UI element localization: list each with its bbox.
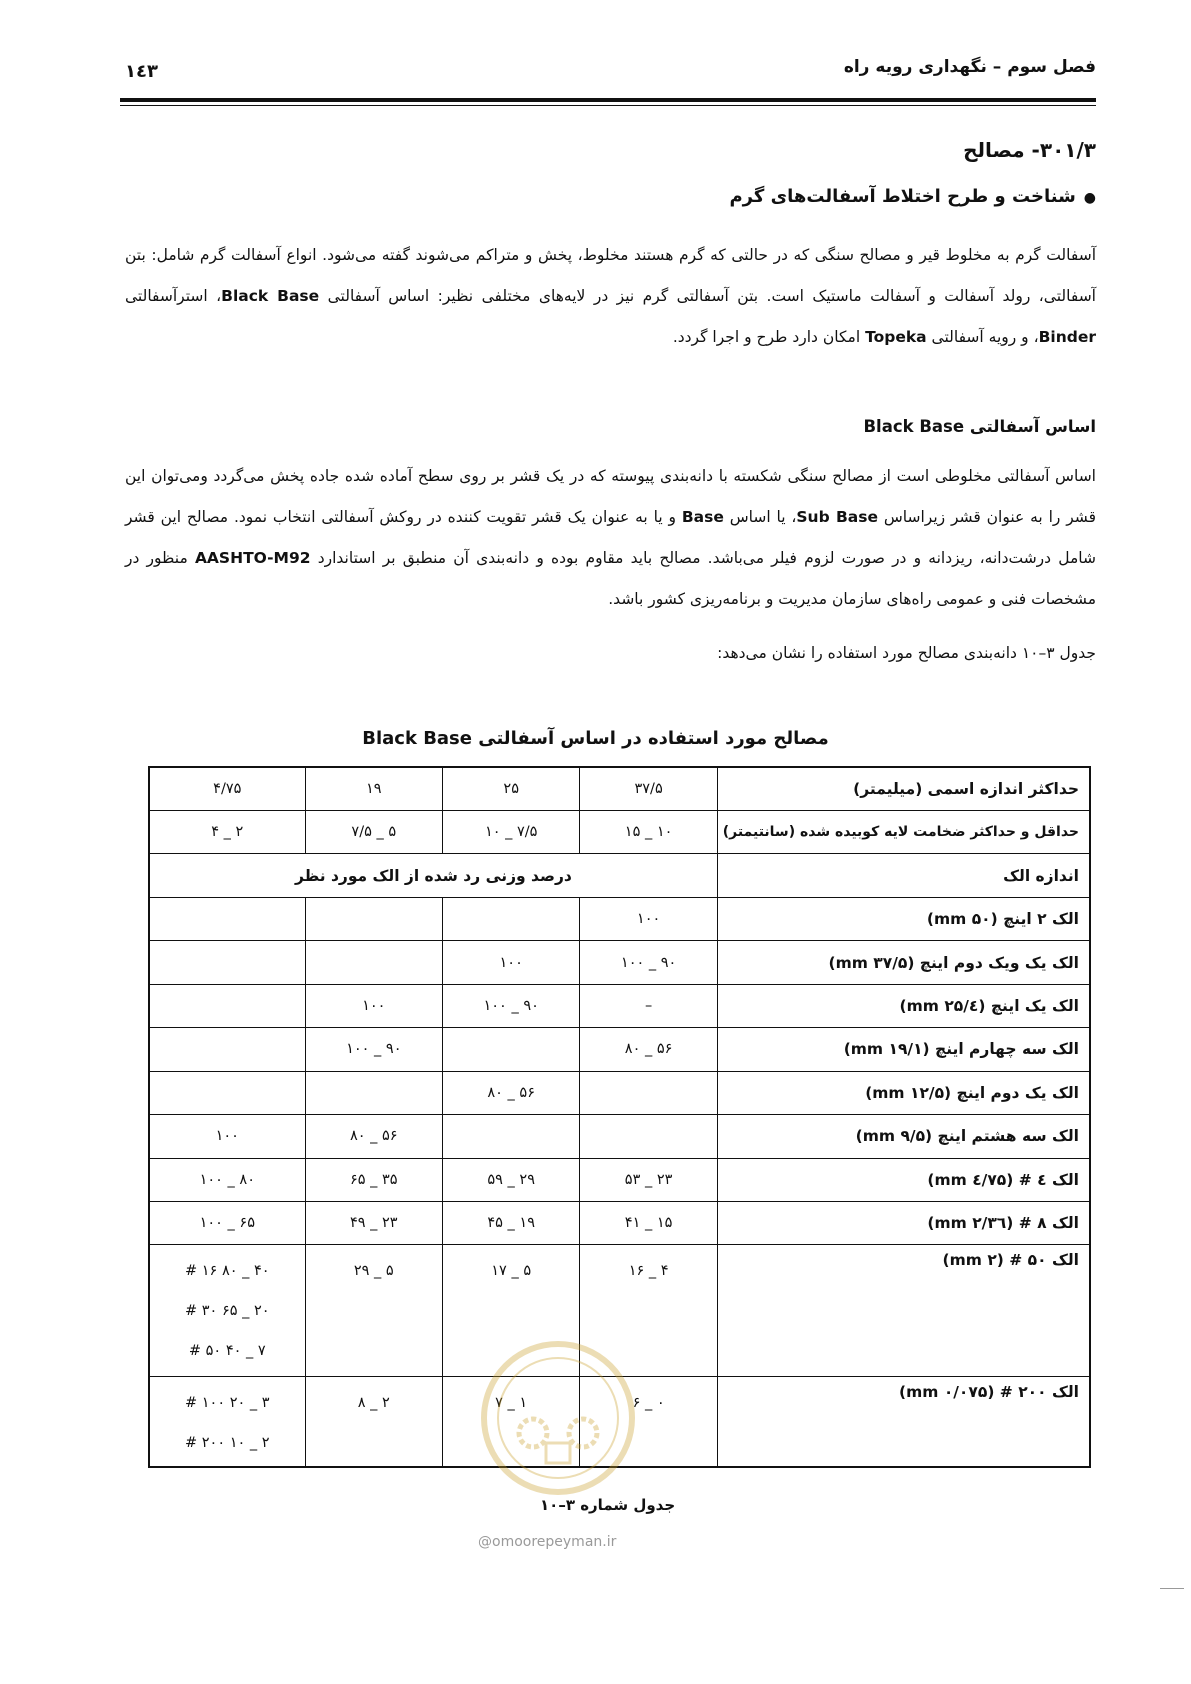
table-cell: ۴/۷۵ bbox=[149, 767, 305, 810]
row-label: حداقل و حداکثر ضخامت لایه کوبیده شده (سانتیمتر) bbox=[717, 810, 1090, 853]
paragraph-black-base: اساس آسفالتی مخلوطی است از مصالح سنگی شکسته با دانه‌بندی پیوسته که در یک قشر بر روی سطح آماده شده جاده پخش می‌گردد و‌می‌توان این قشر را به عنوان قشر زیراساس Sub Base، یا اساس Base و یا به عنوان یک قشر تقویت کننده در روکش آسفالتی انتخاب نمود. مصالح این قشر شامل درشت‌دانه، ریزدانه و در صورت لزوم فیلر می‌باشد. مصالح باید مقاوم بوده و دانه‌بندی آن منطبق بر استاندارد AASHTO-M92 منظور در مشخصات فنی و عمومی راه‌های سازمان مدیریت و برنامه‌ریزی کشور باشد. bbox=[125, 467, 1096, 608]
table-row-sieve-header bbox=[149, 854, 1090, 897]
cell-value: ۲۰ _ ۶۵ ۳۰ # bbox=[184, 1303, 270, 1320]
cell-value: ۱۹ _ ۴۵ bbox=[487, 1215, 535, 1232]
table-cell bbox=[442, 941, 579, 984]
section-heading: ۳۰۱/۳- مصالح bbox=[963, 138, 1096, 162]
cell-value: ۵۶ _ ۸۰ bbox=[624, 1041, 673, 1058]
bullet-heading bbox=[729, 186, 1096, 207]
table-cell bbox=[149, 897, 305, 940]
cell-value: ۲ _ ۱۰ ۲۰۰ # bbox=[184, 1434, 270, 1451]
cell-value: – bbox=[644, 997, 653, 1014]
cell-value: ۵ _ ۱۷ bbox=[491, 1263, 532, 1280]
margin-mark bbox=[1160, 1588, 1184, 1589]
paragraph-hot-asphalt: آسفالت گرم به مخلوط قیر و مصالح سنگی که در حالتی که گرم هستند مخلوط، پخش و متراکم می‌شوند گفته می‌شود. انواع آسفالت گرم شامل: بتن آسفالتی، رولد آسفالت و آسفالت ماستیک است. بتن آسفالتی گرم نیز در لایه‌های مختلفی نظیر: اساس آسفالتی Black Base، استرآسفالتی Binder، و رویه آسفالتی Topeka امکان دارد طرح و اجرا گردد. bbox=[125, 246, 1096, 346]
cell-value: ۹۰ _ ۱۰۰ bbox=[620, 954, 677, 971]
cell-value: ۲۹ _ ۵۹ bbox=[487, 1171, 535, 1188]
cell-value: ۴ _ ۱۶ bbox=[628, 1263, 669, 1280]
table-cell: ۵ _ ۷/۵ bbox=[305, 810, 442, 853]
table-cell bbox=[580, 984, 717, 1027]
table-cell bbox=[305, 1071, 442, 1114]
table-cell bbox=[149, 1245, 305, 1376]
table-row-thickness bbox=[149, 810, 1090, 853]
cell-value: ۹۰ _ ۱۰۰ bbox=[483, 997, 539, 1014]
table-cell bbox=[580, 897, 717, 940]
table-row-max-size bbox=[149, 767, 1090, 810]
table-cell bbox=[305, 1028, 442, 1071]
table-cell bbox=[580, 1158, 717, 1201]
cell-value: ۱۵ _ ۴۱ bbox=[624, 1215, 673, 1232]
table-cell bbox=[580, 1028, 717, 1071]
row-label: الک یک دوم اینچ (۱۲/۵ mm) bbox=[717, 1071, 1090, 1114]
table-cell bbox=[305, 1115, 442, 1158]
row-label: الک یک ویک دوم اینچ (۳۷/۵ mm) bbox=[717, 941, 1090, 984]
table-cell bbox=[305, 1202, 442, 1245]
cell-value: ۱۰۰ bbox=[215, 1128, 239, 1145]
table-row bbox=[149, 1202, 1090, 1245]
row-label: الک ۵۰ # (۲ mm) bbox=[717, 1245, 1090, 1376]
table-cell: ۳۷/۵ bbox=[580, 767, 717, 810]
table-cell bbox=[442, 1158, 579, 1201]
table-cell bbox=[305, 897, 442, 940]
header-rule-thin bbox=[120, 105, 1096, 106]
cell-value: ۵ _ ۲۹ bbox=[353, 1263, 394, 1280]
watermark-url: @omoorepeyman.ir bbox=[478, 1534, 617, 1550]
cell-value: ۶۵ _ ۱۰۰ bbox=[199, 1215, 255, 1232]
table-cell bbox=[149, 1115, 305, 1158]
table-cell bbox=[442, 897, 579, 940]
cell-value: ۳۵ _ ۶۵ bbox=[349, 1171, 398, 1188]
row-label: الک سه هشتم اینچ (۹/۵ mm) bbox=[717, 1115, 1090, 1158]
row-label: الک ۸ # (۲/۳٦ mm) bbox=[717, 1202, 1090, 1245]
running-header-title: فصل سوم – نگهداری رویه راه bbox=[843, 57, 1096, 77]
watermark-seal-icon bbox=[478, 1338, 638, 1498]
table-cell bbox=[149, 1376, 305, 1467]
cell-value: ۱۰۰ bbox=[499, 954, 523, 971]
table-row bbox=[149, 1071, 1090, 1114]
table-cell bbox=[305, 1158, 442, 1201]
row-label: الک سه چهارم اینچ (۱۹/۱ mm) bbox=[717, 1028, 1090, 1071]
table-footnote: جدول شماره ۳–۱۰ bbox=[540, 1496, 676, 1514]
cell-value: ۱۰۰ bbox=[636, 911, 661, 928]
row-label: الک ٤ # (٤/۷۵ mm) bbox=[717, 1158, 1090, 1201]
cell-value: ۵۶ _ ۸۰ bbox=[487, 1084, 535, 1101]
table-cell bbox=[580, 1202, 717, 1245]
table-row bbox=[149, 941, 1090, 984]
cell-value: ۳ _ ۲۰ ۱۰۰ # bbox=[184, 1394, 270, 1411]
bullet-heading-text: شناخت و طرح اختلاط آسفالت‌های گرم bbox=[729, 186, 1076, 207]
table-cell: ۷/۵ _ ۱۰ bbox=[442, 810, 579, 853]
table-cell: ۲۵ bbox=[442, 767, 579, 810]
row-label: حداکثر اندازه اسمی (میلیمتر) bbox=[717, 767, 1090, 810]
table-row bbox=[149, 1028, 1090, 1071]
table-cell bbox=[305, 984, 442, 1027]
cell-value: ۸۰ _ ۱۰۰ bbox=[199, 1171, 255, 1188]
table-row bbox=[149, 1115, 1090, 1158]
table-cell bbox=[442, 984, 579, 1027]
table-cell bbox=[149, 1202, 305, 1245]
cell-value: ۵۶ _ ۸۰ bbox=[349, 1128, 398, 1145]
table-cell bbox=[442, 1115, 579, 1158]
table-cell bbox=[442, 1071, 579, 1114]
table-cell bbox=[580, 1115, 717, 1158]
cell-value: ۷ _ ۴۰ ۵۰ # bbox=[188, 1343, 266, 1360]
table-cell bbox=[149, 984, 305, 1027]
table-cell: ۱۰ _ ۱۵ bbox=[580, 810, 717, 853]
table-cell bbox=[442, 1028, 579, 1071]
cell-value: ۲ _ ۸ bbox=[357, 1394, 390, 1411]
table-cell bbox=[149, 1071, 305, 1114]
cell-value: ۰ _ ۶ bbox=[632, 1394, 665, 1411]
table-cell bbox=[149, 1158, 305, 1201]
row-label: الک ۲ اینچ (۵۰ mm) bbox=[717, 897, 1090, 940]
page-number: ۱٤۳ bbox=[125, 61, 158, 82]
table-caption: مصالح مورد استفاده در اساس آسفالتی Black Base bbox=[362, 728, 829, 749]
bullet-icon: ● bbox=[1083, 190, 1096, 206]
table-cell bbox=[149, 1028, 305, 1071]
table-cell bbox=[149, 941, 305, 984]
table-cell: ۲ _ ۴ bbox=[149, 810, 305, 853]
table-cell: ۱۹ bbox=[305, 767, 442, 810]
row-label: الک ۲۰۰ # (۰/۰۷۵ mm) bbox=[717, 1376, 1090, 1467]
table-cell bbox=[305, 1376, 442, 1467]
sieve-size-header: اندازه الک bbox=[717, 854, 1090, 897]
table-row bbox=[149, 984, 1090, 1027]
table-cell bbox=[305, 1245, 442, 1376]
table-cell bbox=[305, 941, 442, 984]
table-cell bbox=[442, 1202, 579, 1245]
paragraph-table-reference: جدول ۳–۱۰ دانه‌بندی مصالح مورد استفاده را نشان می‌دهد: bbox=[717, 644, 1096, 662]
table-cell bbox=[580, 1071, 717, 1114]
row-label: الک یک اینچ (۲۵/٤ mm) bbox=[717, 984, 1090, 1027]
header-rule-thick bbox=[120, 98, 1096, 102]
cell-value: ۱۰۰ bbox=[362, 997, 386, 1014]
table-cell bbox=[580, 941, 717, 984]
cell-value: ۴۰ _ ۸۰ ۱۶ # bbox=[184, 1263, 270, 1280]
subsection-heading: اساس آسفالتی Black Base bbox=[863, 417, 1096, 436]
cell-value: ۲۳ _ ۴۹ bbox=[349, 1215, 398, 1232]
cell-value: ۲۳ _ ۵۳ bbox=[624, 1171, 673, 1188]
table-row bbox=[149, 897, 1090, 940]
table-row bbox=[149, 1158, 1090, 1201]
cell-value: ۱ _ ۷ bbox=[495, 1394, 528, 1411]
cell-value: ۹۰ _ ۱۰۰ bbox=[346, 1041, 402, 1058]
percent-passing-header: درصد وزنی رد شده از الک مورد نظر bbox=[149, 854, 717, 897]
